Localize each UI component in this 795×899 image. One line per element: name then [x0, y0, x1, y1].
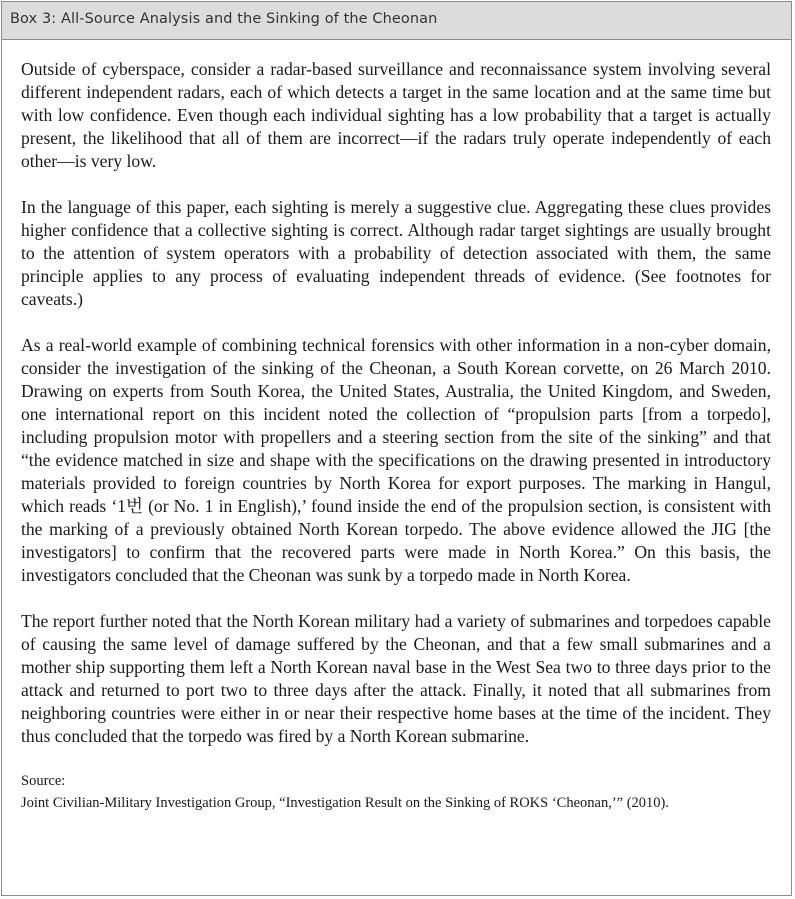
paragraph-cheonan-investigation: As a real-world example of combining technical forensics with other information in a non-cyber domain, consider the investigation of the sinking of the Cheonan, a South Korean corvette, on 26 March 2010. Drawing on experts from South Korea, the United States, Australia, the United Kingdom, and Sweden, one international report on this incident noted the collection of “propulsion parts [from a torpedo], including propulsion motor with propellers and a steering section from the site of the sinking” and that “the evidence matched in size and shape with the specifications on the drawing presented in introductory materials provided to foreign countries by North Korea for export purposes. The marking in Hangul, which reads ‘1번 (or No. 1 in English),’ found inside the end of the propulsion section, is consistent with the marking of a previously obtained North Korean torpedo. The above evidence allowed the JIG [the investigators] to confirm that the recovered parts were made in North Korea.” On this basis, the investigators concluded that the Cheonan was sunk by a torpedo made in North Korea. [21, 335, 771, 585]
sidebar-box [1, 1, 792, 896]
source-text: Joint Civilian-Military Investigation Group, “Investigation Result on the Sinking of ROKS ‘Cheonan,’” (2010). [21, 795, 669, 811]
source-citation [21, 770, 771, 814]
paragraph-clues: In the language of this paper, each sighting is merely a suggestive clue. Aggregating these clues provides higher confidence that a collective sighting is correct. Although radar target sightings are usually brought to the attention of system operators with a probability of detection associated with them, the same principle applies to any process of evaluating independent threads of evidence. (See footnotes for caveats.) [21, 197, 771, 309]
paragraph-radar: Outside of cyberspace, consider a radar-based surveillance and reconnaissance system involving several different independent radars, each of which detects a target in the same location and at the same time but with low confidence. Even though each individual sighting has a low probability that a target is actually present, the likelihood that all of them are incorrect—if the radars truly operate independently of each other—is very low. [21, 59, 771, 171]
box-title: Box 3: All-Source Analysis and the Sinking of the Cheonan [2, 2, 791, 40]
paragraph-submarine-conclusion: The report further noted that the North Korean military had a variety of submarines and torpedoes capable of causing the same level of damage suffered by the Cheonan, and that a few small submarines and a mother ship supporting them left a North Korean naval base in the West Sea two to three days prior to the attack and returned to port two to three days after the attack. Finally, it noted that all submarines from neighboring countries were either in or near their respective home bases at the time of the incident. They thus concluded that the torpedo was fired by a North Korean submarine. [21, 611, 771, 746]
source-label: Source: [21, 773, 66, 789]
box-body [2, 40, 791, 814]
